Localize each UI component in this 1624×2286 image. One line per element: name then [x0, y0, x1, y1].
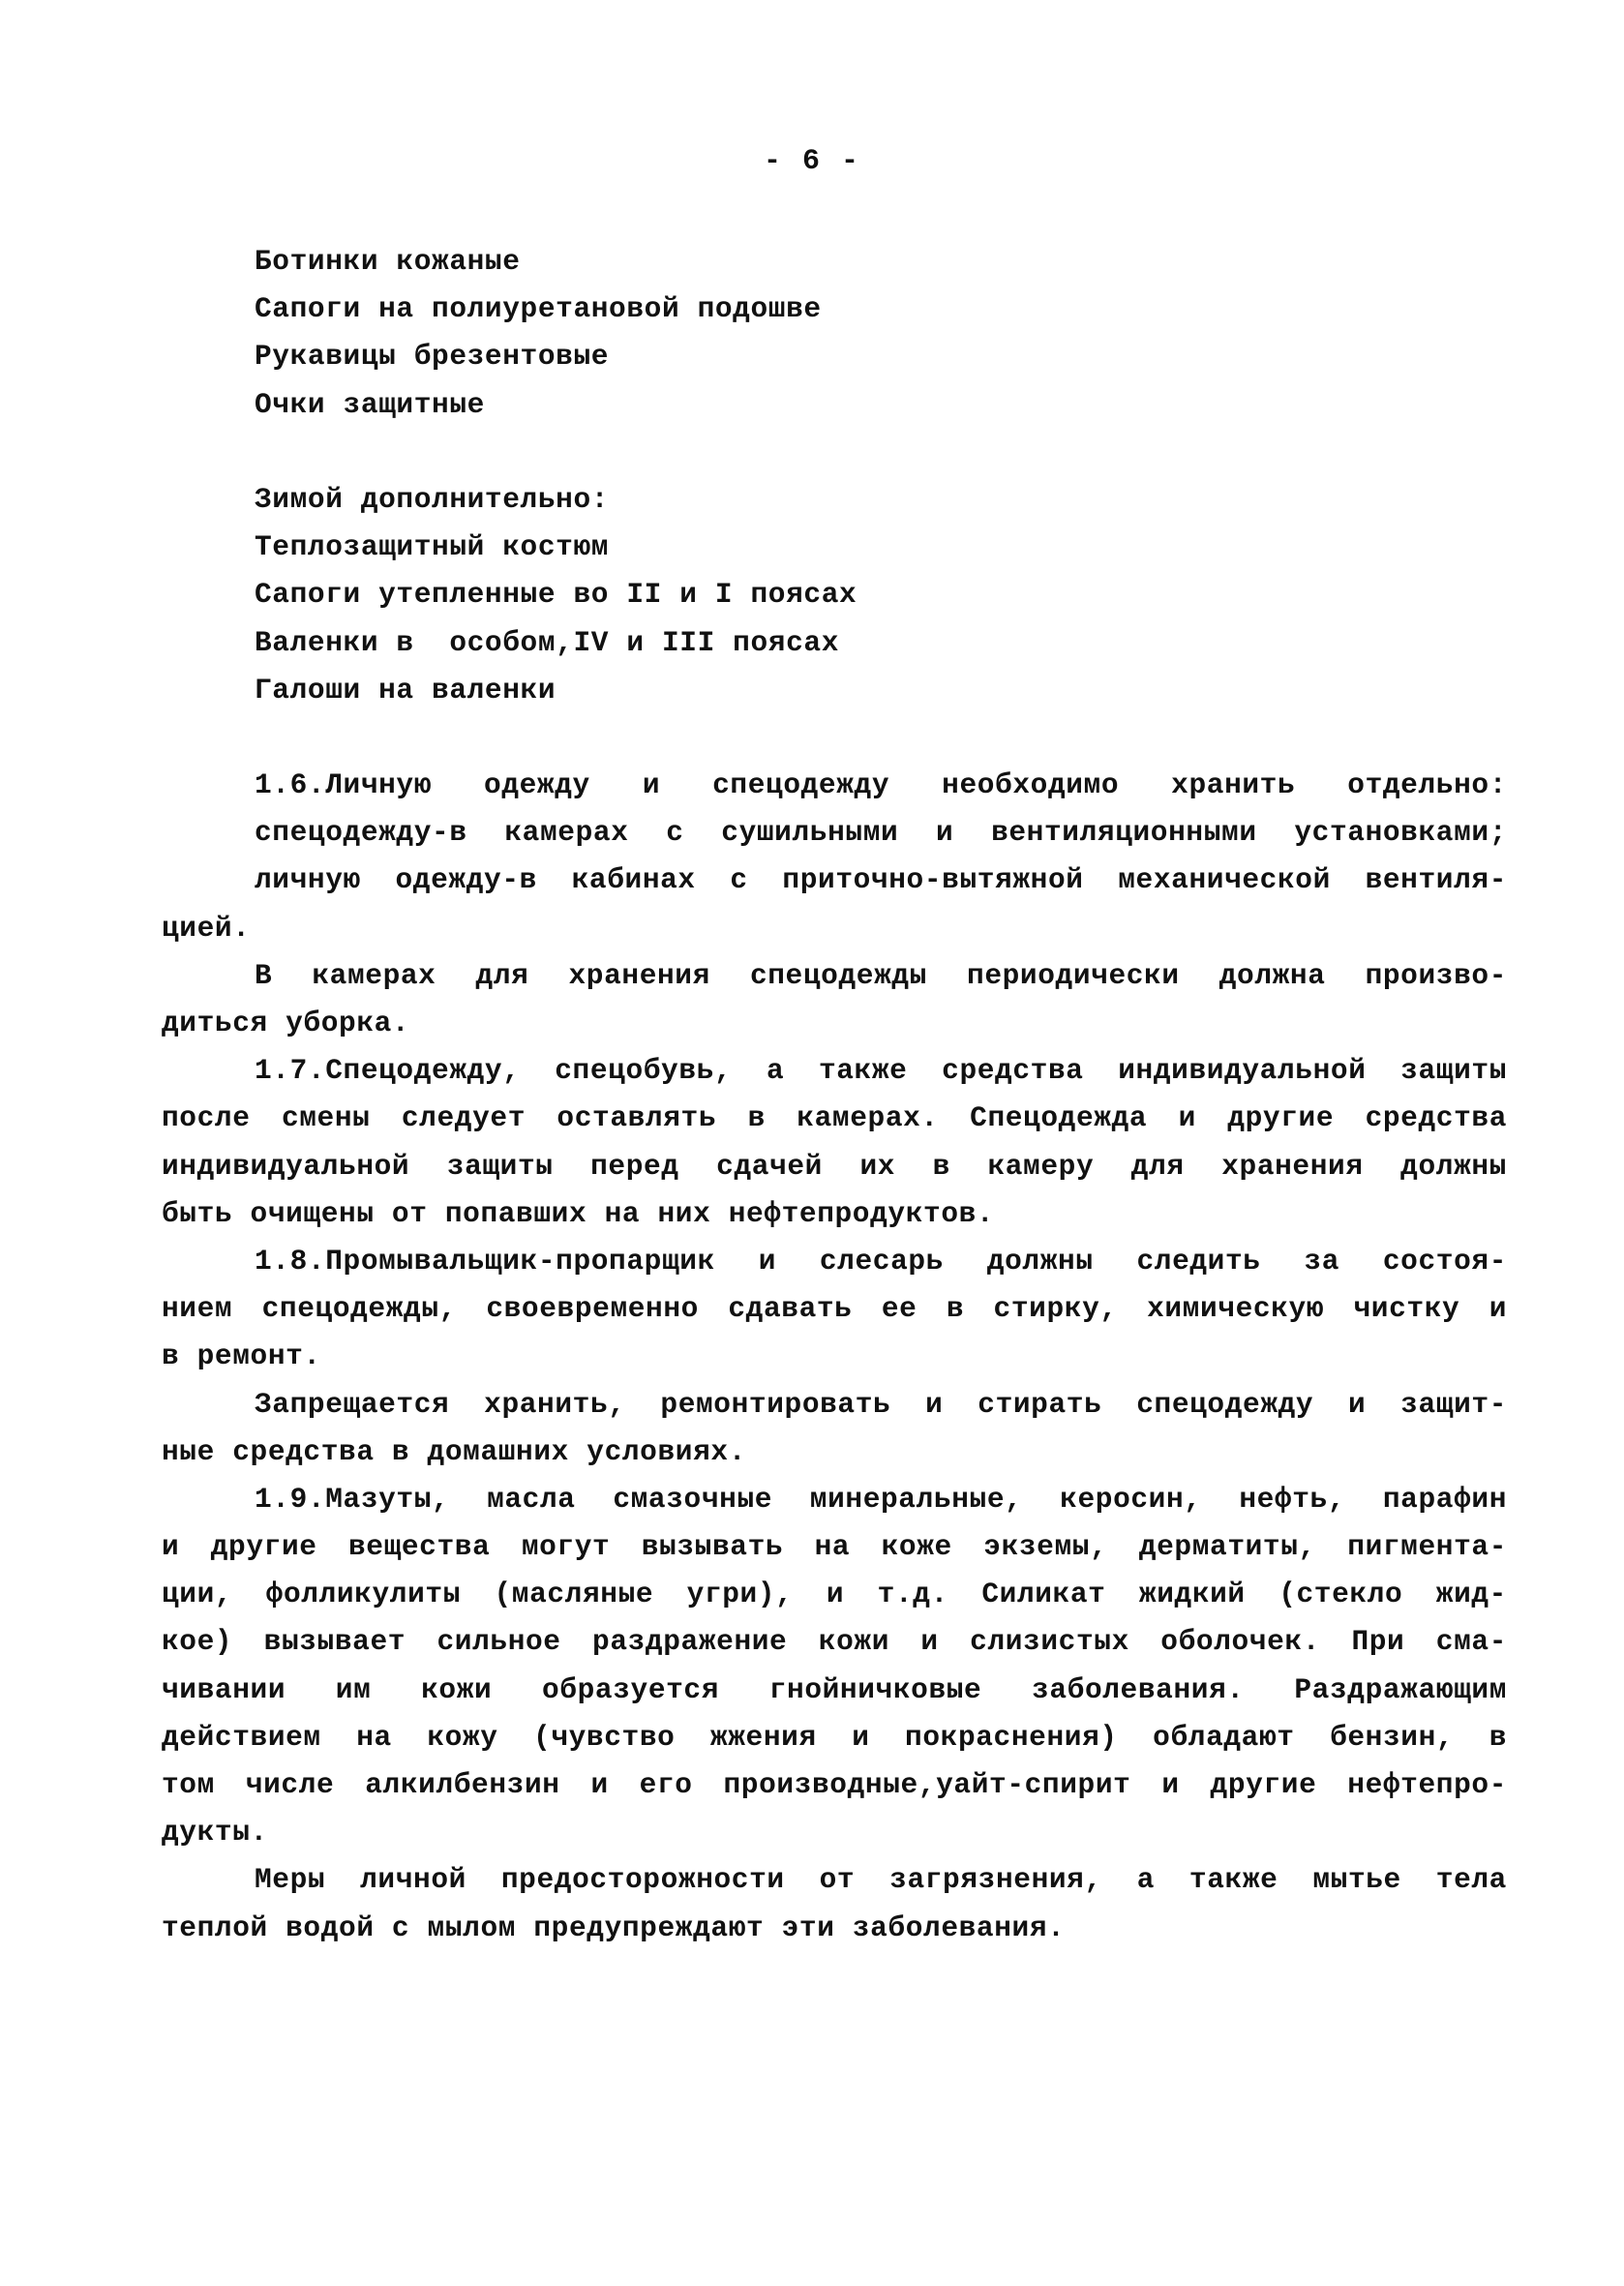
paragraph-1-6-line: цией.	[162, 911, 251, 945]
winter-item: Теплозащитный костюм	[255, 530, 610, 564]
paragraph-1-9-line: 1.9.Мазуты, масла смазочные минеральные, керосин, нефть, парафин	[255, 1482, 1507, 1516]
paragraph-ban-line: Запрещается хранить, ремонтировать и стирать спецодежду и защит-	[255, 1387, 1507, 1421]
paragraph-1-6-line: спецодежду-в камерах с сушильными и вентиляционными установками;	[255, 816, 1507, 850]
page-number: - 6 -	[763, 145, 860, 178]
paragraph-1-8-line: нием спецодежды, своевременно сдавать ее в стирку, химическую чистку и	[162, 1292, 1507, 1326]
paragraph-cameras-line: диться уборка.	[162, 1007, 410, 1039]
paragraph-measures-line: Меры личной предосторожности от загрязнения, а также мытье тела	[255, 1863, 1507, 1897]
spacer	[162, 714, 1507, 762]
paragraph-1-9-line: чивании им кожи образуется гнойничковые заболевания. Раздражающим	[162, 1672, 1507, 1706]
paragraph-1-7-line: 1.7.Спецодежду, спецобувь, а также средства индивидуальной защиты	[255, 1054, 1507, 1088]
paragraph-ban-line: ные средства в домашних условиях.	[162, 1434, 746, 1468]
paragraph-1-9-line: том числе алкилбензин и его производные,уайт-спирит и другие нефтепро-	[162, 1768, 1507, 1801]
winter-heading: Зимой дополнительно:	[255, 482, 610, 516]
paragraph-1-6-line: 1.6.Личную одежду и спецодежду необходимо хранить отдельно:	[255, 768, 1507, 802]
paragraph-1-7-line: после смены следует оставлять в камерах. Спецодежда и другие средства	[162, 1101, 1507, 1135]
paragraph-1-9-line: и другие вещества могут вызывать на коже экземы, дерматиты, пигмента-	[162, 1530, 1507, 1564]
paragraph-measures-line: теплой водой с мылом предупреждают эти заболевания.	[162, 1910, 1066, 1944]
paragraph-1-9-line: ции, фолликулиты (масляные угри), и т.д. Силикат жидкий (стекло жид-	[162, 1578, 1507, 1611]
paragraph-1-8-line: 1.8.Промывальщик-пропарщик и слесарь должны следить за состоя-	[255, 1244, 1507, 1278]
paragraph-1-7-line: быть очищены от попавших на них нефтепродуктов.	[162, 1196, 995, 1230]
paragraph-cameras-line: В камерах для хранения спецодежды периодически должна произво-	[255, 958, 1507, 992]
equipment-item: Ботинки кожаные	[255, 245, 521, 278]
paragraph-1-9-line: дукты.	[162, 1816, 268, 1850]
spacer	[162, 429, 1507, 476]
paragraph-1-7-line: индивидуальной защиты перед сдачей их в камеру для хранения должны	[162, 1149, 1507, 1183]
winter-item: Галоши на валенки	[255, 673, 556, 707]
paragraph-1-9-line: кое) вызывает сильное раздражение кожи и слизистых оболочек. При сма-	[162, 1625, 1507, 1659]
paragraph-1-6-line: личную одежду-в кабинах с приточно-вытяжной механической вентиля-	[255, 863, 1507, 897]
paragraph-1-9-line: действием на кожу (чувство жжения и покраснения) обладают бензин, в	[162, 1720, 1507, 1754]
document-body	[162, 238, 1507, 1952]
winter-item: Валенки в особом,IV и III поясах	[255, 625, 839, 659]
equipment-item: Очки защитные	[255, 387, 485, 421]
equipment-item: Рукавицы брезентовые	[255, 340, 610, 374]
winter-item: Сапоги утепленные во II и I поясах	[255, 578, 857, 612]
equipment-item: Сапоги на полиуретановой подошве	[255, 292, 822, 326]
paragraph-1-8-line: в ремонт.	[162, 1339, 321, 1373]
